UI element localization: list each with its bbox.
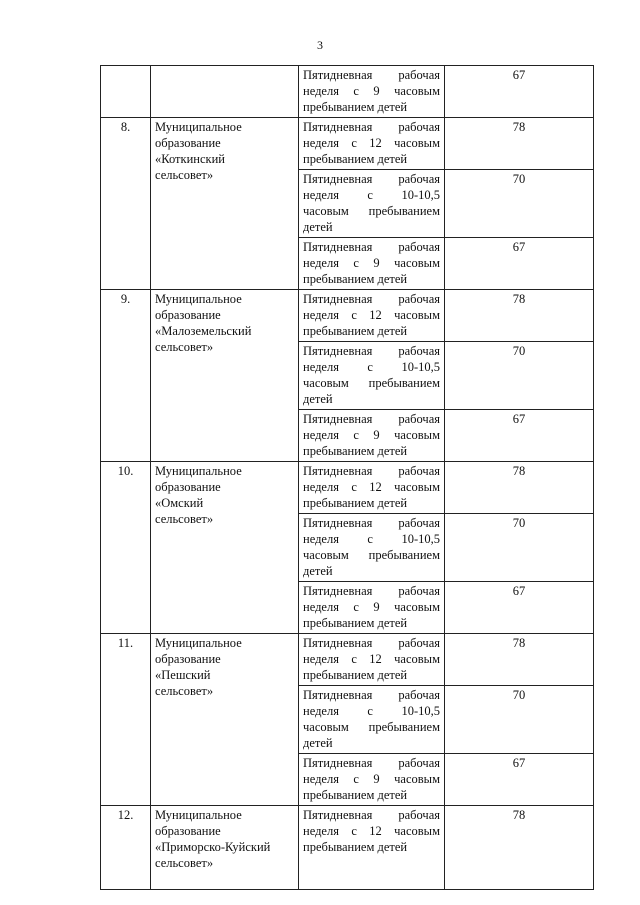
schedule-type-cell xyxy=(299,686,445,754)
municipality-name-line: образование xyxy=(155,480,221,494)
schedule-type-line: неделя с 10-10,5 xyxy=(303,360,440,374)
municipality-name-line: Муниципальное xyxy=(155,464,242,478)
schedule-type-line: пребыванием детей xyxy=(303,668,408,682)
schedule-type-line: Пятидневная рабочая xyxy=(303,688,440,702)
schedule-type-line: Пятидневная рабочая xyxy=(303,516,440,530)
rate-value: 78 xyxy=(445,634,594,686)
schedule-type-line: пребыванием детей xyxy=(303,840,408,854)
schedule-type-line: пребыванием детей xyxy=(303,100,408,114)
municipality-cell xyxy=(151,66,299,118)
schedule-type-line: неделя с 10-10,5 xyxy=(303,704,440,718)
page-number: 3 xyxy=(317,38,323,52)
row-number: 12. xyxy=(101,806,151,890)
schedule-type-cell xyxy=(299,342,445,410)
schedule-type-line: Пятидневная рабочая xyxy=(303,240,440,254)
municipality-name-line: образование xyxy=(155,652,221,666)
municipality-name-line: Муниципальное xyxy=(155,292,242,306)
schedule-type-line: часовым пребыванием xyxy=(303,204,440,218)
municipality-name-line: сельсовет» xyxy=(155,684,214,698)
municipality-cell xyxy=(151,290,299,462)
rate-value: 67 xyxy=(445,410,594,462)
table-row xyxy=(101,66,594,118)
municipality-name-line: сельсовет» xyxy=(155,340,214,354)
schedule-type-cell xyxy=(299,238,445,290)
schedule-type-line: неделя с 9 часовым xyxy=(303,428,440,442)
schedule-type-cell xyxy=(299,118,445,170)
schedule-type-line: неделя с 12 часовым xyxy=(303,480,440,494)
rate-value: 70 xyxy=(445,170,594,238)
table-row xyxy=(101,290,594,342)
schedule-type-line: Пятидневная рабочая xyxy=(303,756,440,770)
row-number: 10. xyxy=(101,462,151,634)
schedule-type-line: часовым пребыванием xyxy=(303,548,440,562)
schedule-type-line: Пятидневная рабочая xyxy=(303,808,440,822)
schedule-type-line: пребыванием детей xyxy=(303,324,408,338)
schedule-type-cell xyxy=(299,582,445,634)
schedule-type-line: часовым пребыванием xyxy=(303,720,440,734)
schedule-type-line: неделя с 12 часовым xyxy=(303,136,440,150)
rate-value: 78 xyxy=(445,806,594,890)
rate-value: 67 xyxy=(445,66,594,118)
schedule-type-line: неделя с 12 часовым xyxy=(303,824,440,838)
schedule-type-line: пребыванием детей xyxy=(303,496,408,510)
municipality-name-line: «Омский xyxy=(155,496,204,510)
municipality-name-line: «Приморско-Куйский xyxy=(155,840,271,854)
schedule-type-line: Пятидневная рабочая xyxy=(303,412,440,426)
municipality-name-line: «Пешский xyxy=(155,668,211,682)
schedule-type-line: детей xyxy=(303,736,333,750)
schedule-type-cell xyxy=(299,170,445,238)
row-number: 9. xyxy=(101,290,151,462)
schedule-type-line: пребыванием детей xyxy=(303,444,408,458)
rate-value: 67 xyxy=(445,582,594,634)
municipality-name-line: Муниципальное xyxy=(155,636,242,650)
rate-value: 70 xyxy=(445,686,594,754)
municipality-name-line: «Коткинский xyxy=(155,152,225,166)
schedule-type-line: Пятидневная рабочая xyxy=(303,636,440,650)
schedule-type-cell xyxy=(299,514,445,582)
municipality-name-line: «Малоземельский xyxy=(155,324,252,338)
schedule-type-line: Пятидневная рабочая xyxy=(303,120,440,134)
municipality-name-line: Муниципальное xyxy=(155,120,242,134)
schedule-type-line: Пятидневная рабочая xyxy=(303,68,440,82)
rate-value: 67 xyxy=(445,754,594,806)
municipality-cell xyxy=(151,806,299,890)
schedule-type-line: неделя с 12 часовым xyxy=(303,308,440,322)
schedule-type-line: пребыванием детей xyxy=(303,272,408,286)
municipality-cell xyxy=(151,118,299,290)
municipality-name-line: сельсовет» xyxy=(155,856,214,870)
schedule-type-cell xyxy=(299,66,445,118)
schedule-type-line: неделя с 10-10,5 xyxy=(303,188,440,202)
schedule-type-cell xyxy=(299,634,445,686)
schedule-type-cell xyxy=(299,410,445,462)
rate-value: 67 xyxy=(445,238,594,290)
schedule-type-cell xyxy=(299,290,445,342)
municipality-name-line: образование xyxy=(155,308,221,322)
municipality-name-line: сельсовет» xyxy=(155,512,214,526)
municipality-cell xyxy=(151,462,299,634)
schedule-type-cell xyxy=(299,806,445,890)
rate-value: 70 xyxy=(445,514,594,582)
municipality-name-line: образование xyxy=(155,824,221,838)
schedule-type-line: неделя с 9 часовым xyxy=(303,772,440,786)
rate-value: 78 xyxy=(445,462,594,514)
rate-value: 70 xyxy=(445,342,594,410)
municipality-name-line: образование xyxy=(155,136,221,150)
schedule-type-line: часовым пребыванием xyxy=(303,376,440,390)
table-row xyxy=(101,806,594,890)
table-row xyxy=(101,634,594,686)
schedule-type-line: детей xyxy=(303,220,333,234)
municipality-name-line: сельсовет» xyxy=(155,168,214,182)
rate-value: 78 xyxy=(445,118,594,170)
row-number-cell xyxy=(101,66,151,118)
rate-value: 78 xyxy=(445,290,594,342)
schedule-type-line: детей xyxy=(303,564,333,578)
schedule-type-line: пребыванием детей xyxy=(303,616,408,630)
schedule-type-line: Пятидневная рабочая xyxy=(303,292,440,306)
schedule-type-line: Пятидневная рабочая xyxy=(303,584,440,598)
schedule-type-line: неделя с 9 часовым xyxy=(303,84,440,98)
row-number: 8. xyxy=(101,118,151,290)
schedule-type-cell xyxy=(299,462,445,514)
row-number: 11. xyxy=(101,634,151,806)
schedule-type-cell xyxy=(299,754,445,806)
municipality-cell xyxy=(151,634,299,806)
schedule-type-line: детей xyxy=(303,392,333,406)
rates-table-body xyxy=(101,66,594,890)
schedule-type-line: Пятидневная рабочая xyxy=(303,344,440,358)
schedule-type-line: пребыванием детей xyxy=(303,788,408,802)
rates-table xyxy=(100,65,594,890)
schedule-type-line: неделя с 9 часовым xyxy=(303,600,440,614)
municipality-name-line: Муниципальное xyxy=(155,808,242,822)
schedule-type-line: пребыванием детей xyxy=(303,152,408,166)
schedule-type-line: Пятидневная рабочая xyxy=(303,464,440,478)
schedule-type-line: неделя с 9 часовым xyxy=(303,256,440,270)
schedule-type-line: неделя с 10-10,5 xyxy=(303,532,440,546)
table-row xyxy=(101,118,594,170)
schedule-type-line: Пятидневная рабочая xyxy=(303,172,440,186)
schedule-type-line: неделя с 12 часовым xyxy=(303,652,440,666)
table-row xyxy=(101,462,594,514)
